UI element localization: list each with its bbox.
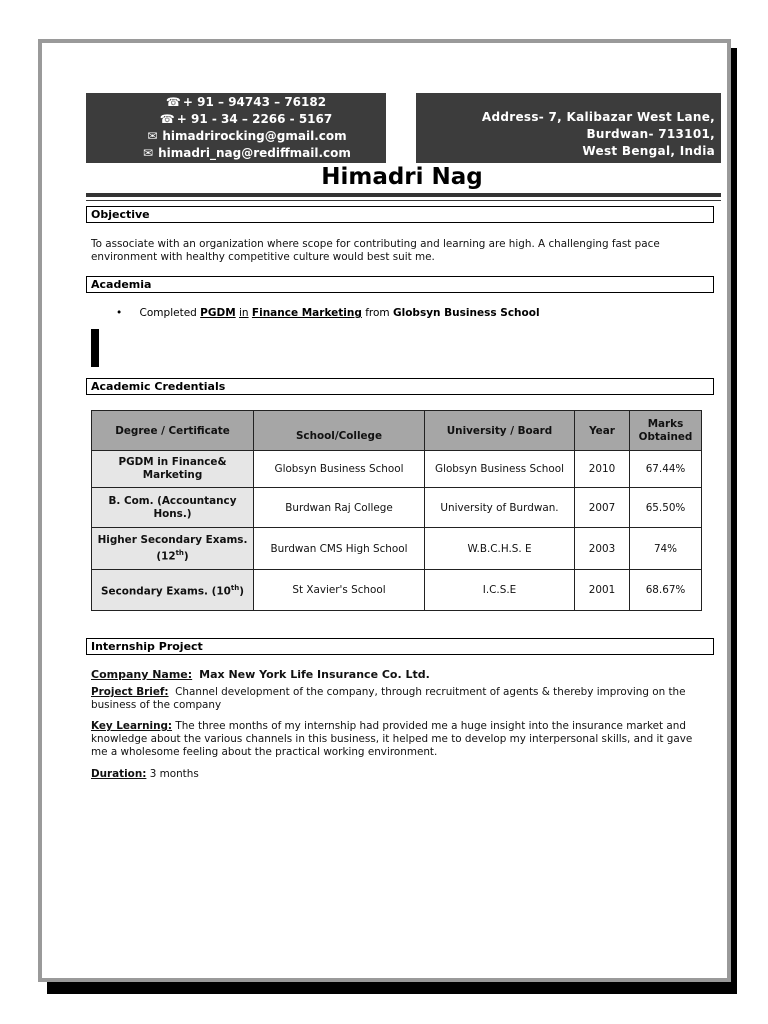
header-rule-thin [86, 200, 721, 201]
degree-text: Secondary Exams. (10 [101, 585, 231, 598]
learning-text: The three months of my internship had provided me a huge insight into the insurance market and knowledge about the various channels in this business, it helped me to develop my interpersonal skills, and it gave me a wholesome feeling about the practical working environment. [91, 720, 693, 758]
school-cell: Globsyn Business School [254, 451, 425, 488]
address-line-2: Burdwan- 713101, [586, 127, 715, 141]
col-university: University / Board [425, 411, 575, 451]
academia-item [116, 307, 540, 319]
resume-page [38, 39, 731, 982]
school-cell: Burdwan CMS High School [254, 528, 425, 570]
school-cell: St Xavier's School [254, 570, 425, 611]
credentials-heading: Academic Credentials [86, 378, 714, 395]
degree-sup: th [175, 548, 184, 557]
black-bar [91, 329, 99, 367]
email-line-2 [86, 145, 386, 162]
phone-line-2 [86, 111, 386, 128]
academia-from: from [365, 307, 390, 319]
candidate-name: Himadri Nag [321, 164, 483, 190]
company-label: Company Name: [91, 668, 193, 681]
board-cell: Globsyn Business School [425, 451, 575, 488]
objective-heading: Objective [86, 206, 714, 223]
internship-heading: Internship Project [86, 638, 714, 655]
table-header-row [92, 411, 702, 451]
marks-cell: 74% [630, 528, 702, 570]
school-cell: Burdwan Raj College [254, 488, 425, 528]
degree-text: Higher Secondary Exams. (12 [97, 533, 248, 563]
company-name: Max New York Life Insurance Co. Ltd. [199, 668, 430, 681]
year-cell: 2003 [575, 528, 630, 570]
contact-box [86, 93, 386, 163]
board-cell: University of Burdwan. [425, 488, 575, 528]
academia-degree: PGDM [200, 307, 236, 319]
degree-cell: B. Com. (Accountancy Hons.) [92, 488, 254, 528]
degree-sup: th [230, 583, 240, 592]
duration-line [91, 768, 711, 781]
academia-heading: Academia [86, 276, 714, 293]
col-year: Year [575, 411, 630, 451]
learning-label: Key Learning: [91, 720, 173, 732]
credentials-table [91, 410, 702, 611]
board-cell: I.C.S.E [425, 570, 575, 611]
duration-text: 3 months [149, 768, 199, 780]
table-row [92, 528, 702, 570]
degree-cell: PGDM in Finance& Marketing [92, 451, 254, 488]
degree-after: ) [183, 550, 189, 563]
academia-school: Globsyn Business School [393, 307, 540, 319]
marks-cell: 65.50% [630, 488, 702, 528]
address-line-3: West Bengal, India [582, 144, 715, 158]
phone-icon: ☎ [159, 112, 175, 126]
board-cell: W.B.C.H.S. E [425, 528, 575, 570]
brief-label: Project Brief: [91, 686, 169, 698]
phone-2: + 91 - 34 – 2266 - 5167 [176, 112, 333, 126]
duration-label: Duration: [91, 768, 147, 780]
table-row [92, 570, 702, 611]
degree-cell [92, 570, 254, 611]
year-cell: 2010 [575, 451, 630, 488]
marks-cell: 67.44% [630, 451, 702, 488]
brief-line [91, 686, 711, 712]
envelope-icon: ✉ [147, 129, 158, 143]
marks-cell: 68.67% [630, 570, 702, 611]
phone-1: + 91 – 94743 – 76182 [182, 95, 327, 109]
header-rule-thick [86, 193, 721, 197]
degree-after: ) [239, 585, 244, 598]
academia-field: Finance Marketing [251, 307, 362, 319]
learning-line [91, 720, 711, 759]
year-cell: 2001 [575, 570, 630, 611]
table-row [92, 451, 702, 488]
col-degree: Degree / Certificate [92, 411, 254, 451]
email-2[interactable]: himadri_nag@rediffmail.com [158, 146, 351, 160]
email-line-1 [86, 128, 386, 145]
email-1[interactable]: himadrirocking@gmail.com [162, 129, 347, 143]
col-marks: Marks Obtained [630, 411, 702, 451]
phone-line-1 [86, 94, 386, 111]
academia-prefix: Completed [139, 307, 197, 319]
address-box [416, 93, 721, 163]
envelope-icon: ✉ [143, 146, 154, 160]
bullet: • [116, 307, 123, 319]
col-school: School/College [254, 411, 425, 451]
brief-text: Channel development of the company, through recruitment of agents & thereby improving on the business of the company [91, 686, 686, 711]
objective-text: To associate with an organization where scope for contributing and learning are high. A challenging fast pace environment with healthy competitive culture would best suit me. [91, 238, 660, 263]
phone-icon: ☎ [165, 95, 181, 109]
company-line [91, 668, 711, 681]
table-row [92, 488, 702, 528]
address-line-1: Address- 7, Kalibazar West Lane, [481, 110, 715, 124]
academia-in: in [239, 307, 249, 319]
year-cell: 2007 [575, 488, 630, 528]
degree-cell [92, 528, 254, 570]
